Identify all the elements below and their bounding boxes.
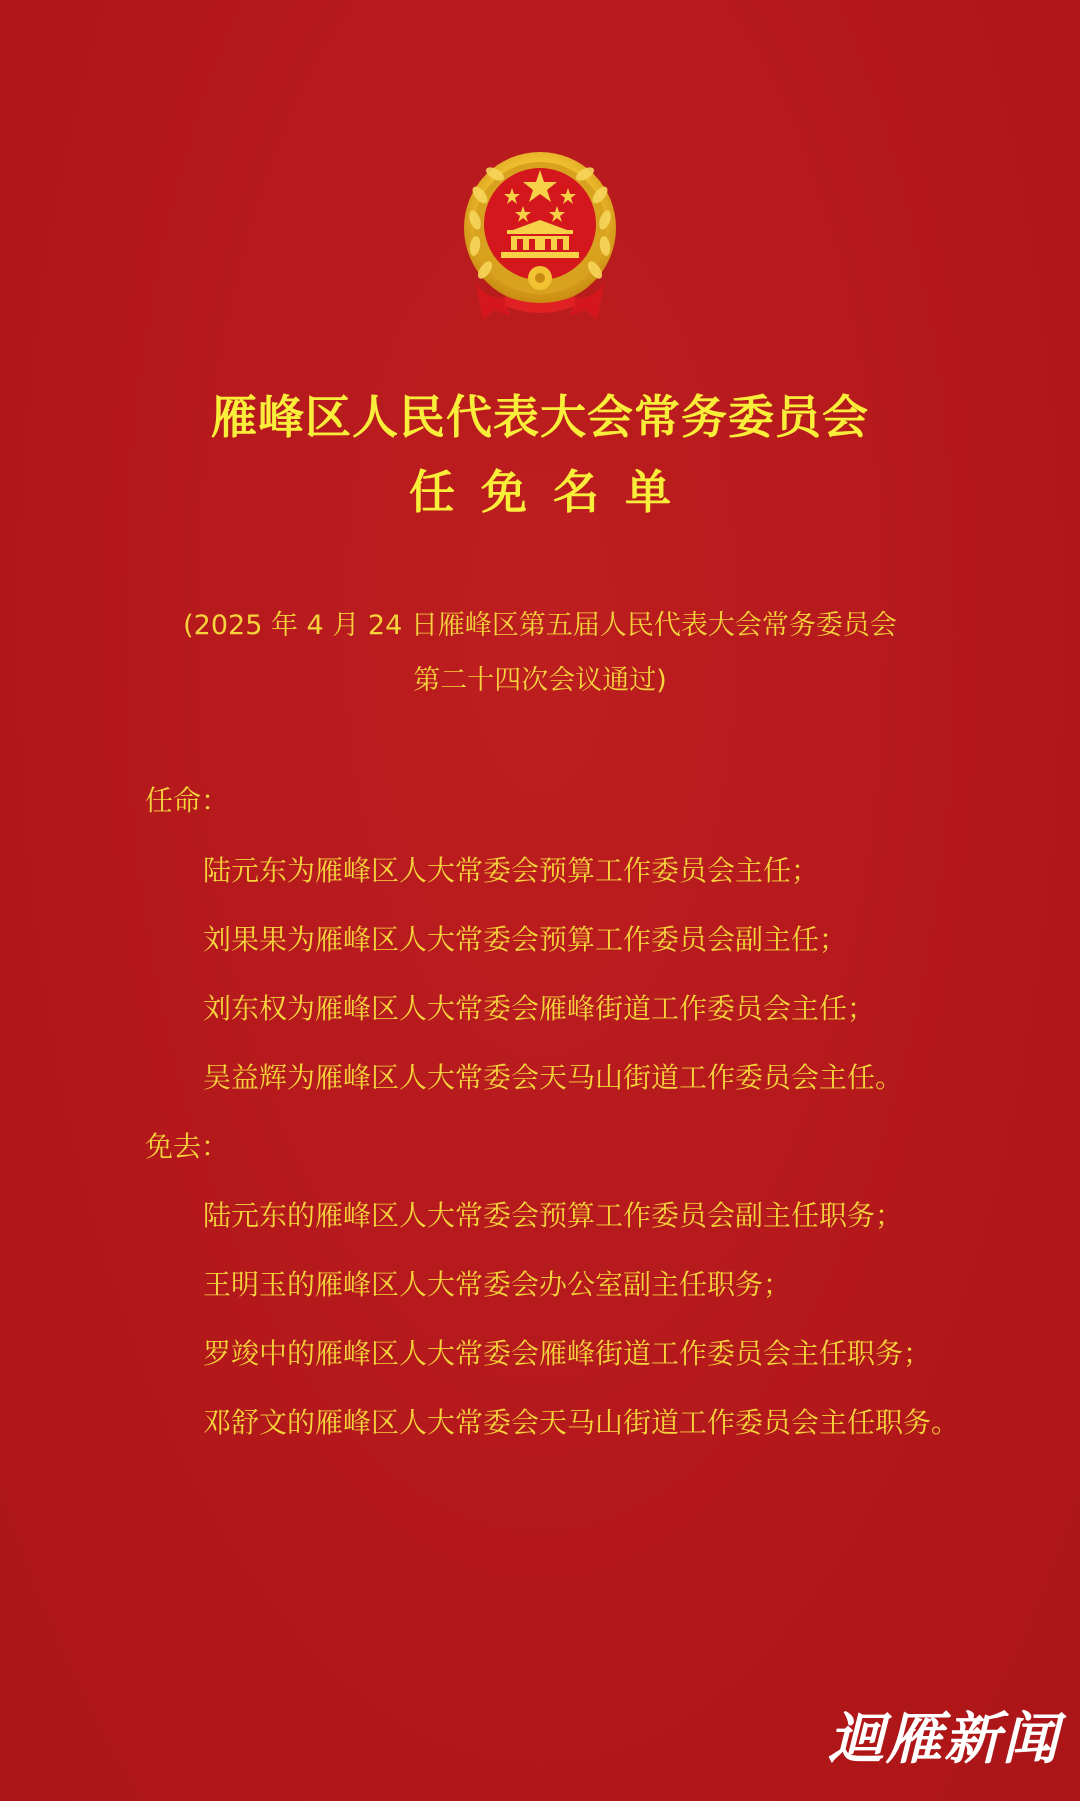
national-emblem-icon bbox=[455, 150, 625, 322]
dismiss-item: 邓舒文的雁峰区人大常委会天马山街道工作委员会主任职务。 bbox=[203, 1406, 960, 1439]
page-title: 雁峰区人民代表大会常务委员会 bbox=[211, 390, 869, 444]
appoint-label: 任命： bbox=[145, 784, 230, 817]
meeting-note-line-1: (2025 年 4 月 24 日雁峰区第五届人民代表大会常务委员会 bbox=[183, 610, 897, 641]
dismiss-label: 免去： bbox=[145, 1130, 230, 1163]
meeting-note-line-2: 第二十四次会议通过) bbox=[413, 665, 667, 696]
page-subtitle: 任免名单 bbox=[409, 465, 697, 519]
dismiss-item: 罗竣中的雁峰区人大常委会雁峰街道工作委员会主任职务； bbox=[203, 1337, 932, 1370]
appoint-item: 刘果果为雁峰区人大常委会预算工作委员会副主任； bbox=[203, 923, 848, 956]
appoint-item: 吴益辉为雁峰区人大常委会天马山街道工作委员会主任。 bbox=[203, 1061, 904, 1094]
brand-watermark: 迴雁新闻 bbox=[828, 1706, 1060, 1772]
appoint-item: 刘东权为雁峰区人大常委会雁峰街道工作委员会主任； bbox=[203, 992, 876, 1025]
appoint-item: 陆元东为雁峰区人大常委会预算工作委员会主任； bbox=[203, 854, 820, 887]
dismiss-item: 王明玉的雁峰区人大常委会办公室副主任职务； bbox=[203, 1268, 792, 1301]
dismiss-item: 陆元东的雁峰区人大常委会预算工作委员会副主任职务； bbox=[203, 1199, 904, 1232]
